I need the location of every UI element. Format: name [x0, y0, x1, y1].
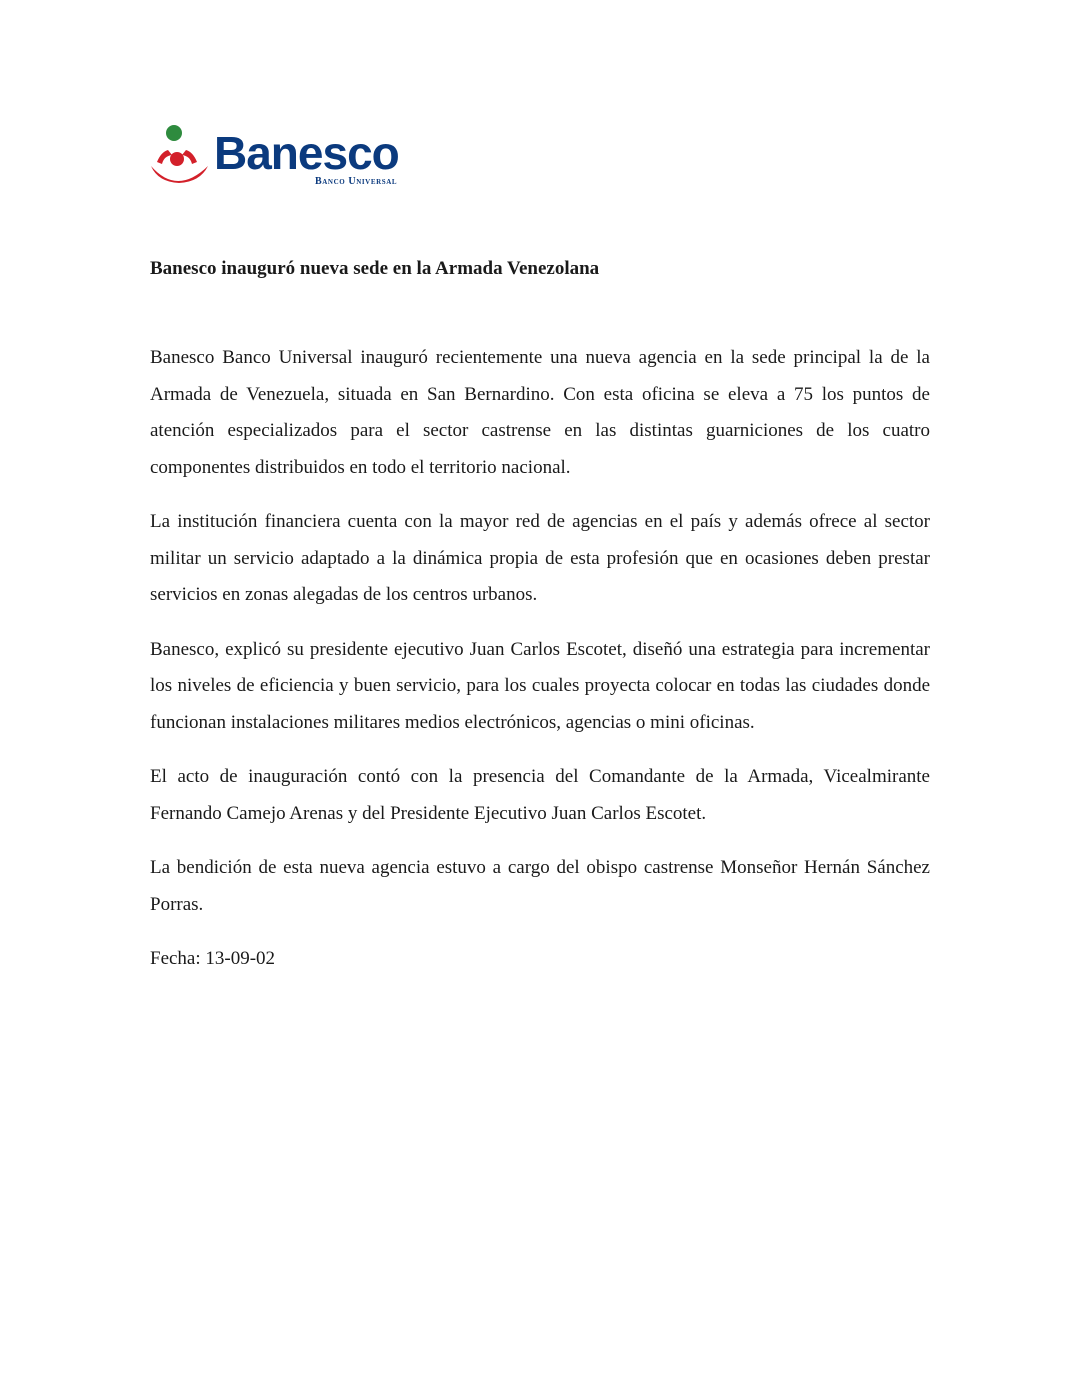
banesco-logo: [148, 122, 448, 194]
article-body: [150, 340, 930, 996]
paragraph: La bendición de esta nueva agencia estuvo a cargo del obispo castrense Monseñor Hernán Sánchez Porras.: [150, 857, 930, 915]
logo-subtitle: Banco Universal: [315, 176, 398, 187]
banesco-emblem-icon: [148, 122, 214, 194]
article-headline: Banesco inauguró nueva sede en la Armada Venezolana: [150, 258, 600, 279]
paragraph: Banesco Banco Universal inauguró recientemente una nueva agencia en la sede principal la de la Armada de Venezuela, situada en San Bernardino. Con esta oficina se eleva a 75 los puntos de atención especializados para el sector castrense en las distintas guarniciones de los cuatro componentes distribuidos en todo el territorio nacional.: [150, 347, 930, 478]
paragraph: La institución financiera cuenta con la mayor red de agencias en el país y además ofrece al sector militar un servicio adaptado a la dinámica propia de esta profesión que en ocasiones deben prestar servicios en zonas alegadas de los centros urbanos.: [150, 511, 930, 605]
paragraph: El acto de inauguración contó con la presencia del Comandante de la Armada, Vicealmirante Fernando Camejo Arenas y del Presidente Ejecutivo Juan Carlos Escotet.: [150, 766, 930, 824]
paragraph: Banesco, explicó su presidente ejecutivo Juan Carlos Escotet, diseñó una estrategia para incrementar los niveles de eficiencia y buen servicio, para los cuales proyecta colocar en todas las ciudades donde funcionan instalaciones militares medios electrónicos, agencias o mini oficinas.: [150, 638, 930, 733]
logo-wordmark: Banesco: [214, 127, 399, 179]
date-line: Fecha: 13-09-02: [150, 948, 276, 969]
